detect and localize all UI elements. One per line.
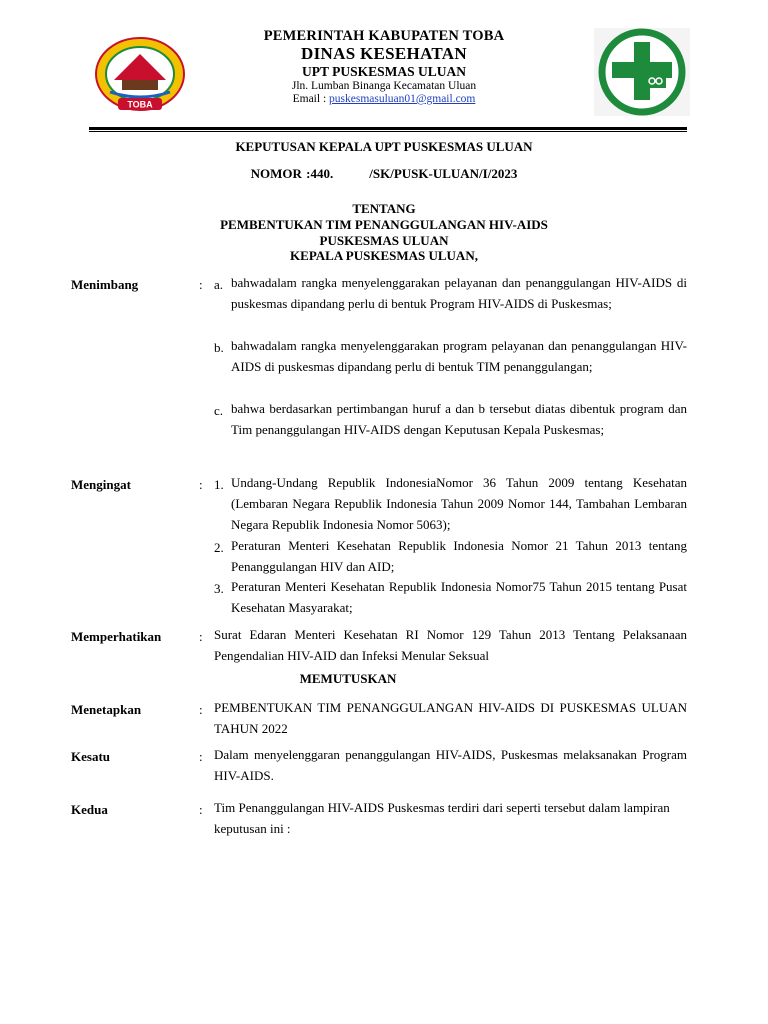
decree-title: KEPUTUSAN KEPALA UPT PUSKESMAS ULUAN bbox=[235, 139, 533, 154]
kedua-text: Tim Penanggulangan HIV-AIDS Puskesmas terdiri dari seperti tersebut dalam lampiran keputusan ini : bbox=[214, 800, 670, 836]
label-kedua: Kedua bbox=[71, 802, 108, 817]
letterhead-government: PEMERINTAH KABUPATEN TOBA bbox=[263, 28, 505, 44]
memutuskan-heading: MEMUTUSKAN bbox=[299, 671, 397, 686]
decree-number bbox=[0, 166, 768, 182]
about-heading: TENTANG bbox=[352, 201, 416, 216]
label-menetapkan: Menetapkan bbox=[71, 702, 142, 717]
decree-number-suffix: /SK/PUSK-ULUAN/I/2023 bbox=[369, 166, 518, 181]
letterhead-unit: UPT PUSKESMAS ULUAN bbox=[301, 64, 467, 79]
letterhead-address: Jln. Lumban Binanga Kecamatan Uluan bbox=[291, 80, 477, 92]
letterhead-rule-thin bbox=[89, 131, 687, 132]
item-marker: 3. bbox=[214, 581, 224, 596]
item-marker: b. bbox=[214, 340, 224, 355]
label-memperhatikan: Memperhatikan bbox=[71, 629, 162, 644]
menimbang-item-a: bahwadalam rangka menyelenggarakan pelayanan dan penanggulangan HIV-AIDS di puskesmas dipandang perlu di bentuk Program HIV-AIDS di Puskesmas; bbox=[231, 275, 687, 311]
menetapkan-text: PEMBENTUKAN TIM PENANGGULANGAN HIV-AIDS DI PUSKESMAS ULUAN TAHUN 2022 bbox=[214, 700, 687, 736]
subject-line-2: PUSKESMAS ULUAN bbox=[319, 233, 449, 248]
subject-line-1: PEMBENTUKAN TIM PENANGGULANGAN HIV-AIDS bbox=[220, 217, 548, 232]
kesatu-text: Dalam menyelenggaran penanggulangan HIV-AIDS, Puskesmas melaksanakan Program HIV-AIDS. bbox=[214, 747, 687, 783]
subject-line-3: KEPALA PUSKESMAS ULUAN, bbox=[290, 248, 478, 263]
menimbang-item-c: bahwa berdasarkan pertimbangan huruf a dan b tersebut diatas dibentuk program dan Tim penanggulangan HIV-AIDS dengan Keputusan Kepala Puskesmas; bbox=[231, 401, 687, 437]
colon: : bbox=[199, 629, 203, 644]
item-marker: a. bbox=[214, 277, 224, 292]
letterhead-department: DINAS KESEHATAN bbox=[301, 44, 467, 63]
colon: : bbox=[199, 802, 203, 817]
colon: : bbox=[199, 477, 203, 492]
label-kesatu: Kesatu bbox=[71, 749, 110, 764]
label-mengingat: Mengingat bbox=[71, 477, 131, 492]
item-marker: c. bbox=[214, 403, 224, 418]
logo-text: TOBA bbox=[127, 99, 153, 110]
memperhatikan-text: Surat Edaran Menteri Kesehatan RI Nomor 129 Tahun 2013 Tentang Pelaksanaan Pengendalian HIV-AID dan Infeksi Menular Seksual bbox=[214, 627, 687, 663]
item-marker: 2. bbox=[214, 540, 224, 555]
email-link[interactable]: puskesmasuluan01@gmail.com bbox=[329, 93, 476, 105]
email-label: Email : bbox=[292, 93, 330, 105]
colon: : bbox=[199, 702, 203, 717]
item-marker: 1. bbox=[214, 477, 224, 492]
puskesmas-logo bbox=[594, 28, 690, 116]
label-menimbang: Menimbang bbox=[71, 277, 139, 292]
mengingat-item-2: Peraturan Menteri Kesehatan Republik Indonesia Nomor 21 Tahun 2013 tentang Penanggulangan HIV dan AID; bbox=[231, 538, 687, 574]
letterhead-rule-thick bbox=[89, 127, 687, 130]
mengingat-item-3: Peraturan Menteri Kesehatan Republik Indonesia Nomor75 Tahun 2015 tentang Pusat Kesehatan Masyarakat; bbox=[231, 579, 687, 615]
decree-number-prefix: NOMOR :440. bbox=[250, 166, 334, 181]
menimbang-item-b: bahwadalam rangka menyelenggarakan program pelayanan dan penanggulangan HIV-AIDS di puskesmas dipandang perlu di bentuk TIM penanggulangan; bbox=[231, 338, 687, 374]
colon: : bbox=[199, 749, 203, 764]
colon: : bbox=[199, 277, 203, 292]
mengingat-item-1: Undang-Undang Republik IndonesiaNomor 36 Tahun 2009 tentang Kesehatan (Lembaran Negara Republik Indonesia Tahun 2009 Nomor 144, Tambahan Lembaran Negara Republik Indonesia Nomor 5063); bbox=[231, 475, 687, 532]
